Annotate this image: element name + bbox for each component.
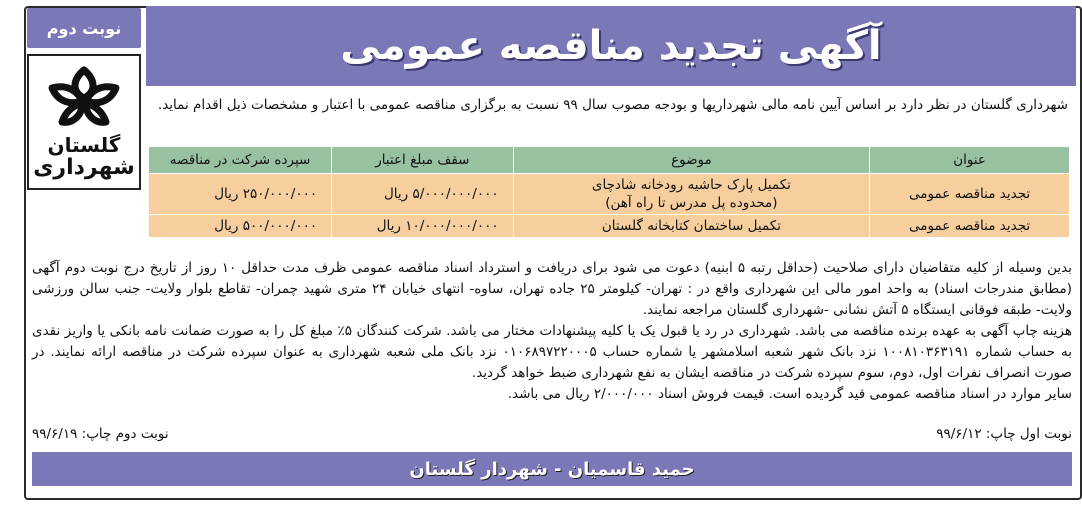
- table-row: [149, 174, 1070, 215]
- page-title: آگهی تجدید مناقصه عمومی: [340, 23, 882, 69]
- row-credit: ۵/۰۰۰/۰۰۰/۰۰۰ ریال: [332, 174, 514, 215]
- title-banner: [146, 6, 1076, 86]
- row-title: تجدید مناقصه عمومی: [870, 174, 1070, 215]
- header-credit: سقف مبلغ اعتبار: [332, 147, 514, 174]
- signature-banner: [32, 452, 1072, 486]
- logo-city-name: گلستان: [47, 133, 121, 157]
- header-subject: موضوع: [513, 147, 870, 174]
- municipality-logo: [27, 54, 141, 190]
- row-deposit: ۵۰۰/۰۰۰/۰۰۰ ریال: [149, 215, 332, 238]
- mayor-signature: حمید قاسمیان - شهردار گلستان: [409, 458, 695, 480]
- row-subject-line: تکمیل پارک حاشیه رودخانه شادچای: [591, 177, 791, 193]
- body-paragraph: هزینه چاپ آگهی به عهده برنده مناقصه می باشد. شهرداری در رد یا قبول یک یا کلیه پیشنهادات مختار می باشد. شرکت کنندگان ۵٪ مبلغ کل را به صورت ضمانت نامه بانکی یا واریز نقدی به حساب شماره ۱۰۰۸۱۰۳۶۳۱۹۱ نزد بانک شهر شعبه اسلامشهر یا شماره حساب ۰۱۰۶۸۹۷۲۲۰۰۰۵ نزد بانک ملی شعبه شهرداری به عنوان سپرده شرکت در مناقصه ارائه نمایند. در صورت انصراف نفرات اول، دوم، سوم سپرده شرکت در مناقصه ایشان به نفع شهرداری ضبط خواهد گردید.: [32, 323, 1073, 381]
- intro-paragraph: شهرداری گلستان در نظر دارد بر اساس آیین نامه مالی شهرداریها و بودجه مصوب سال ۹۹ نسبت به برگزاری مناقصه عمومی با اعتبار و مشخصات ذیل اقدام نماید.: [157, 97, 1068, 113]
- notice-body: [32, 258, 1072, 405]
- second-print-date: نوبت دوم چاپ: ۹۹/۶/۱۹: [32, 426, 169, 442]
- body-paragraph: سایر موارد در اسناد مناقصه عمومی قید گردیده است. قیمت فروش اسناد ۲/۰۰۰/۰۰۰ ریال می باشد.: [507, 386, 1072, 402]
- header-deposit: سپرده شرکت در مناقصه: [149, 147, 332, 174]
- tender-table: [148, 146, 1070, 238]
- row-subject: [513, 215, 870, 238]
- row-deposit: ۲۵۰/۰۰۰/۰۰۰ ریال: [149, 174, 332, 215]
- logo-municipality-word: شهرداری: [33, 155, 135, 180]
- row-credit: ۱۰/۰۰۰/۰۰۰/۰۰۰ ریال: [332, 215, 514, 238]
- flower-emblem-icon: [44, 62, 124, 132]
- table-row: [149, 215, 1070, 238]
- header-title: عنوان: [870, 147, 1070, 174]
- row-subject-line: تکمیل ساختمان کتابخانه گلستان: [601, 218, 781, 234]
- print-dates: [32, 426, 1072, 448]
- row-title: تجدید مناقصه عمومی: [870, 215, 1070, 238]
- row-subject-line: (محدوده پل مدرس تا راه آهن): [605, 195, 778, 211]
- table-header-row: [149, 147, 1070, 174]
- row-subject: [513, 174, 870, 215]
- edition-badge: نوبت دوم: [27, 8, 141, 48]
- body-paragraph: بدین وسیله از کلیه متقاضیان دارای صلاحیت (حداقل رتبه ۵ ابنیه) دعوت می شود برای دریافت و استرداد اسناد مناقصه عمومی ظرف مدت حداقل ۱۰ روز از تاریخ درج نوبت دوم آگهی (مطابق مندرجات اسناد) به واحد امور مالی این شهرداری واقع در : تهران- کیلومتر ۲۵ جاده تهران، ساوه- انتهای خیابان ۲۴ متری شهید چمران- تقاطع بلوار ولایت- جنب سالن ورزشی ولایت- طبقه فوقانی ایستگاه ۵ آتش نشانی -شهرداری گلستان مراجعه نمایند.: [32, 260, 1073, 318]
- first-print-date: نوبت اول چاپ: ۹۹/۶/۱۲: [936, 426, 1072, 442]
